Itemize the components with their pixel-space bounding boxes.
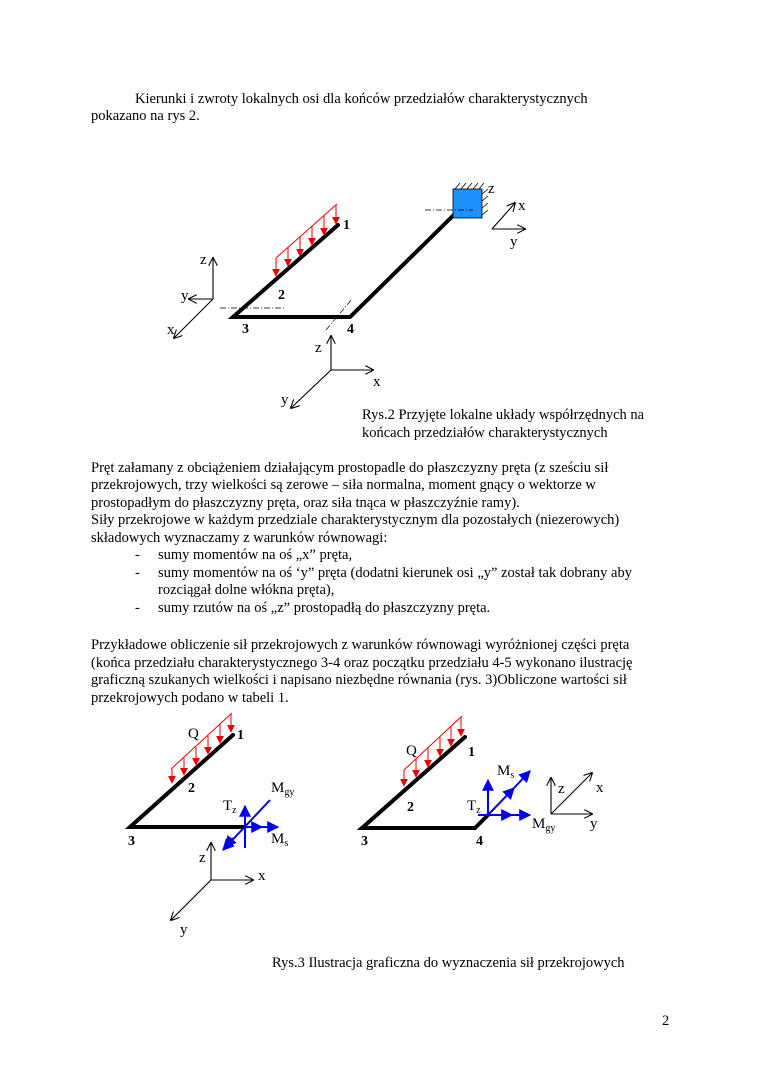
svg-text:Mgy: $M_{gy}$ xyxy=(271,780,295,798)
para1-line: Pręt załamany z obciążeniem działającym prostopadle do płaszczyzny pręta (z sześciu sił xyxy=(91,460,609,476)
page-number: 2 xyxy=(662,1013,670,1029)
svg-text:1: 1 xyxy=(237,728,244,743)
list-item: rozciągał dolne włókna pręta), xyxy=(158,582,335,598)
svg-text:x: x xyxy=(518,198,526,214)
intro-line-2: pokazano na rys 2. xyxy=(91,108,200,124)
svg-text:y: y xyxy=(181,288,189,304)
list-bullet: - xyxy=(135,600,140,616)
svg-text:Ms: $M_s$ xyxy=(271,831,289,849)
svg-text:Q: Q xyxy=(188,726,199,742)
support-block xyxy=(425,183,488,218)
fig2-caption-line-2: końcach przedziałów charakterystycznych xyxy=(362,425,608,441)
svg-text:4: 4 xyxy=(476,834,483,849)
svg-text:y: y xyxy=(590,816,598,832)
distributed-load xyxy=(276,204,337,276)
para1-line: prostopadłym do płaszczyzny pręta, oraz siła tnąca w płaszczyźnie ramy). xyxy=(91,495,520,511)
svg-text:z: z xyxy=(200,252,207,268)
list-bullet: - xyxy=(135,547,140,563)
list-bullet: - xyxy=(135,565,140,581)
svg-text:z: z xyxy=(199,850,206,866)
para2-line: graficzną szukanych wielkości i napisano niezbędne równania (rys. 3)Obliczone wartości sił xyxy=(91,672,627,688)
svg-text:3: 3 xyxy=(128,834,135,849)
frame-beam xyxy=(233,202,467,317)
para1-line: składowych wyznaczamy z warunków równowagi: xyxy=(91,530,388,546)
axes-support xyxy=(488,181,526,250)
svg-text:x: x xyxy=(258,868,266,884)
para1-line: Siły przekrojowe w każdym przedziale charakterystycznym dla pozostałych (niezerowych) xyxy=(91,512,620,528)
node-2-label: 2 xyxy=(278,288,285,303)
svg-text:x: x xyxy=(167,322,175,338)
node-4-label: 4 xyxy=(347,322,354,337)
svg-text:Mgy: $M_{gy}$ xyxy=(532,816,556,834)
intro-line-1: Kierunki i zwroty lokalnych osi dla końców przedziałów charakterystycznych xyxy=(135,91,588,107)
svg-text:x: x xyxy=(596,780,604,796)
para2-line: (końca przedziału charakterystycznego 3-4 oraz początku przedziału 4-5 wykonano ilustrację xyxy=(91,655,633,671)
para2-line: przekrojowych podano w tabeli 1. xyxy=(91,690,289,706)
figure-3-right xyxy=(361,716,604,849)
svg-text:Q: Q xyxy=(406,743,417,759)
svg-text:2: 2 xyxy=(407,800,414,815)
svg-text:z: z xyxy=(558,781,565,797)
svg-text:z: z xyxy=(315,340,322,356)
svg-text:Ms: $M_s$ xyxy=(497,763,515,781)
svg-text:Tz: $T_z$ xyxy=(223,798,237,816)
list-item: sumy momentów na oś ‘y” pręta (dodatni kierunek osi „y” został tak dobrany aby xyxy=(158,565,632,581)
list-item: sumy rzutów na oś „z” prostopadłą do płaszczyzny pręta. xyxy=(158,600,491,616)
fig2-caption-line-1: Rys.2 Przyjęte lokalne układy współrzędnych na xyxy=(362,407,645,423)
svg-text:z: z xyxy=(488,181,495,197)
svg-text:1: 1 xyxy=(468,745,475,760)
list-item: sumy momentów na oś „x” pręta, xyxy=(158,547,353,563)
svg-text:3: 3 xyxy=(361,834,368,849)
svg-text:2: 2 xyxy=(188,781,195,796)
fig3-caption: Rys.3 Ilustracja graficzna do wyznaczenia sił przekrojowych xyxy=(272,955,625,971)
figure-3-left xyxy=(128,713,294,938)
svg-text:y: y xyxy=(281,392,289,408)
axes-left xyxy=(167,252,213,338)
para1-line: przekrojowych, trzy wielkości są zerowe – siła normalna, moment gnący o wektorze w xyxy=(91,477,596,493)
svg-text:y: y xyxy=(180,922,188,938)
node-3-label: 3 xyxy=(242,322,249,337)
svg-text:x: x xyxy=(373,374,381,390)
node-1-label: 1 xyxy=(343,218,350,233)
svg-text:y: y xyxy=(510,234,518,250)
para2-line: Przykładowe obliczenie sił przekrojowych z warunków równowagi wyróżnionej części pręta xyxy=(91,637,630,653)
axes-bottom xyxy=(281,336,381,408)
svg-text:Tz: $T_z$ xyxy=(467,798,481,816)
